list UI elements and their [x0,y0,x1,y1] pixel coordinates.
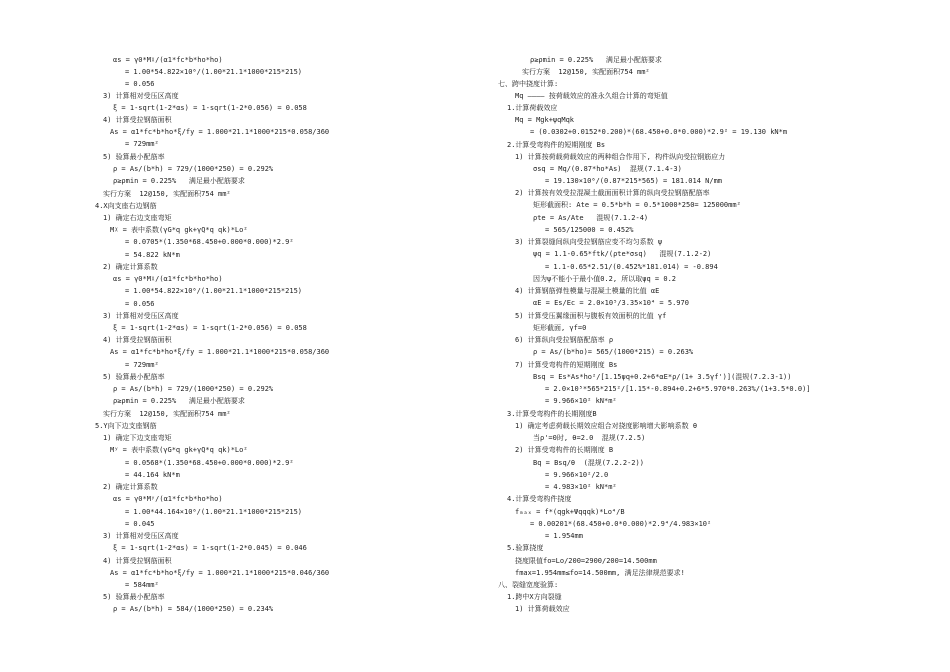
text-line: 矩形截面积: Ate = 0.5*b*h = 0.5*1000*250= 125000mm² [533,201,741,209]
text-line: Mq = Mgk+ψqMqk [515,116,575,124]
text-line: 5.验算挠度 [507,544,544,552]
text-line: ρ≥ρmin = 0.225% 满足最小配筋要求 [530,56,662,64]
text-line: ξ = 1-sqrt(1-2*αs) = 1-sqrt(1-2*0.056) = 0.058 [113,104,307,112]
text-line: = 565/125000 = 0.452% [545,226,634,234]
text-line: = 0.056 [125,80,155,88]
text-line: = 1.1-0.65*2.51/(0.452%*181.014) = -0.894 [545,263,718,271]
text-line: 5) 验算最小配筋率 [103,373,165,381]
text-line: ξ = 1-sqrt(1-2*αs) = 1-sqrt(1-2*0.056) = 0.058 [113,324,307,332]
text-line: = 1.954mm [545,532,583,540]
right-column [470,0,890,672]
text-line: 4.X向支座右边钢筋 [95,202,157,210]
text-line: 2.计算受弯构件的短期刚度 Bs [507,141,606,149]
text-line: αs = γ0*Mʸ/(α1*fc*b*ho*ho) [113,495,223,503]
text-line: = 0.0568*(1.350*68.450+0.000*0.000)*2.9² [125,459,294,467]
text-line: = 584mm² [125,581,159,589]
text-line: 5) 计算受压翼缘面积与腹板有效面积的比值 γf [515,312,667,320]
text-line: 4) 计算受拉钢筋面积 [103,336,172,344]
text-line: fₘₐₓ = f*(qgk+Ψqqqk)*Lo⁴/B [515,508,625,516]
text-line: 4) 计算受拉钢筋面积 [103,116,172,124]
text-line: = 729mm² [125,140,159,148]
text-line: = 19.130×10⁶/(0.87*215*565) = 181.014 N/mm [545,177,723,185]
text-line: 5.Y向下边支座钢筋 [95,422,157,430]
text-line: 2) 计算按有效受拉混凝土截面面积计算的纵向受拉钢筋配筋率 [515,189,710,197]
text-line: 实行方案 12@150, 实配面积754 mm² [103,190,231,198]
text-line: 1) 确定下边支座弯矩 [103,434,172,442]
text-line: = 729mm² [125,361,159,369]
text-line: = 2.0×10⁵*565*215²/[1.15*-0.894+0.2+6*5.970*0.263%/(1+3.5*0.0)] [545,385,811,393]
text-line: = (0.0302+0.0152*0.200)*(68.450+0.0*0.000)*2.9² = 19.130 kN*m [530,128,788,136]
text-line: Bq = Bsq/θ (混规(7.2.2-2)) [533,459,644,467]
text-line: 3) 计算裂缝间纵向受拉钢筋应变不均匀系数 ψ [515,238,663,246]
text-line: 因为ψ不能小于最小值0.2, 所以取ψq = 0.2 [533,275,677,283]
text-line: ρ≥ρmin = 0.225% 满足最小配筋要求 [113,177,245,185]
text-line: = 1.00*54.822×10⁶/(1.00*21.1*1000*215*215) [125,287,303,295]
text-line: αs = γ0*Mᵡ/(α1*fc*b*ho*ho) [113,275,223,283]
text-line: 4) 计算钢筋弹性模量与混凝土模量的比值 αE [515,287,660,295]
text-line: 5) 验算最小配筋率 [103,153,165,161]
text-line: 3) 计算相对受压区高度 [103,532,179,540]
text-line: ρte = As/Ate 混规(7.1.2-4) [533,214,649,222]
text-line: 3) 计算相对受压区高度 [103,312,179,320]
text-line: As = α1*fc*b*ho*ξ/fy = 1.000*21.1*1000*215*0.046/360 [110,569,330,577]
text-line: 1) 确定考虑荷载长期效应组合对挠度影响增大影响系数 θ [515,422,698,430]
text-line: fmax=1.954mm≤fo=14.500mm, 满足法律规范要求! [515,569,685,577]
text-line: = 0.045 [125,520,155,528]
text-line: 5) 验算最小配筋率 [103,593,165,601]
text-line: 挠度限值fo=Lo/200=2900/200=14.500mm [515,557,657,565]
text-line: ρ = As/(b*h) = 729/(1000*250) = 0.292% [113,385,274,393]
text-line: Mᵡ = 表中系数(γG*q gk+γQ*q qk)*Lo² [110,226,248,234]
text-line: = 1.00*54.822×10⁶/(1.00*21.1*1000*215*215) [125,68,303,76]
text-line: = 54.822 kN*m [125,251,180,259]
text-line: 3) 计算相对受压区高度 [103,92,179,100]
text-line: 七、跨中挠度计算: [498,80,559,88]
text-line: = 0.0705*(1.350*68.450+0.000*0.000)*2.9² [125,238,294,246]
text-line: ψq = 1.1-0.65*ftk/(ρte*σsq) 混规(7.1.2-2) [533,250,712,258]
text-line: 2) 确定计算系数 [103,263,158,271]
text-line: 实行方案 12@150, 实配面积754 mm² [522,68,650,76]
text-line: 3.计算受弯构件的长期刚度B [507,410,597,418]
text-line: σsq = Mq/(0.87*ho*As) 混规(7.1.4-3) [533,165,682,173]
text-line: 矩形截面, γf=0 [533,324,587,332]
text-line: = 0.056 [125,300,155,308]
left-column [0,0,420,672]
text-line: ρ≥ρmin = 0.225% 满足最小配筋要求 [113,397,245,405]
text-line: Mq ———— 按荷载效应的准永久组合计算的弯矩值 [515,92,668,100]
text-line: ρ = As/(b*h) = 584/(1000*250) = 0.234% [113,605,274,613]
text-line: 1.跨中X方向裂缝 [507,593,562,601]
text-line: 1) 确定右边支座弯矩 [103,214,172,222]
text-line: 2) 确定计算系数 [103,483,158,491]
text-line: ρ = As/(b*h) = 729/(1000*250) = 0.292% [113,165,274,173]
text-line: 当ρ'=0时, θ=2.0 混规(7.2.5) [533,434,646,442]
text-line: 1) 计算荷载效应 [515,605,570,613]
text-line: αE = Es/Ec = 2.0×10⁵/3.35×10⁴ = 5.970 [533,299,689,307]
text-line: 1) 计算按荷载荷载效应的两种组合作用下, 构件纵向受拉钢筋应力 [515,153,726,161]
text-line: = 4.983×10² kN*m² [545,483,617,491]
text-line: 6) 计算纵向受拉钢筋配筋率 ρ [515,336,614,344]
text-line: 4.计算受弯构件挠度 [507,495,572,503]
text-line: = 9.966×10² kN*m² [545,397,617,405]
text-line: ρ = As/(b*ho)= 565/(1000*215) = 0.263% [533,348,694,356]
text-line: ξ = 1-sqrt(1-2*αs) = 1-sqrt(1-2*0.045) = 0.046 [113,544,307,552]
text-line: 实行方案 12@150, 实配面积754 mm² [103,410,231,418]
text-line: = 1.00*44.164×10⁶/(1.00*21.1*1000*215*215) [125,508,303,516]
text-line: αs = γ0*Mᵡ/(α1*fc*b*ho*ho) [113,56,223,64]
text-line: As = α1*fc*b*ho*ξ/fy = 1.000*21.1*1000*215*0.058/360 [110,128,330,136]
text-line: Bsq = Es*As*ho²/[1.15ψq+0.2+6*αE*ρ/(1+ 3.5γf')](混规(7.2.3-1)) [533,373,792,381]
text-line: 八、裂缝宽度验算: [498,581,559,589]
text-line: Mʸ = 表中系数(γG*q gk+γQ*q qk)*Lo² [110,446,248,454]
text-line: 1.计算荷载效应 [507,104,558,112]
text-line: = 44.164 kN*m [125,471,180,479]
text-line: 7) 计算受弯构件的短期刚度 Bs [515,361,618,369]
text-line: = 0.00201*(68.450+0.0*0.000)*2.9⁴/4.983×10² [530,520,712,528]
text-line: = 9.966×10²/2.0 [545,471,609,479]
text-line: 4) 计算受拉钢筋面积 [103,557,172,565]
text-line: As = α1*fc*b*ho*ξ/fy = 1.000*21.1*1000*215*0.058/360 [110,348,330,356]
text-line: 2) 计算受弯构件的长期刚度 B [515,446,614,454]
